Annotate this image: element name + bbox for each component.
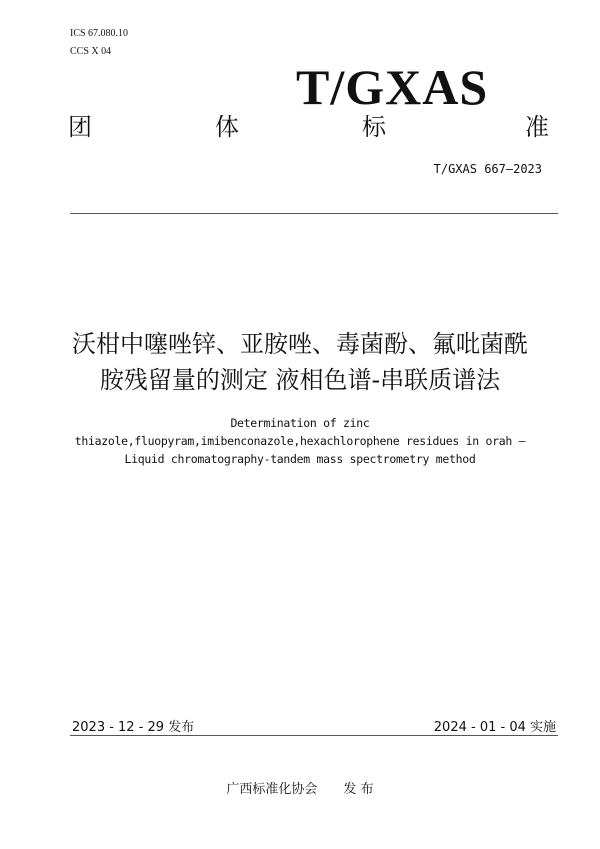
title-en-line: Determination of zinc: [230, 416, 370, 430]
ccs-code: CCS X 04: [70, 46, 112, 57]
effective-date: 2024 - 01 - 04 实施: [433, 720, 556, 735]
divider: [70, 213, 558, 214]
title-cn-line: 胺残留量的测定 液相色谱-串联质谱法: [99, 366, 501, 394]
title-cn-line: 沃柑中噻唑锌、亚胺唑、毒菌酚、氟吡菌酰: [72, 330, 528, 358]
category-char: 体: [215, 113, 239, 141]
standard-logo: T/GXAS: [296, 59, 489, 115]
publisher: 广西标准化协会 发 布: [226, 782, 374, 797]
category-char: 准: [525, 113, 549, 141]
title-en-line: Liquid chromatography-tandem mass spectrometry method: [124, 452, 476, 466]
title-en-line: thiazole,fluopyram,imibenconazole,hexachlorophene residues in orah —: [74, 434, 526, 448]
category-char: 团: [68, 113, 92, 141]
standard-number: T/GXAS 667—2023: [433, 162, 542, 176]
category-char: 标: [362, 113, 386, 141]
issue-date: 2023 - 12 - 29 发布: [72, 720, 195, 735]
divider: [70, 735, 558, 736]
ics-code: ICS 67.080.10: [70, 28, 129, 39]
